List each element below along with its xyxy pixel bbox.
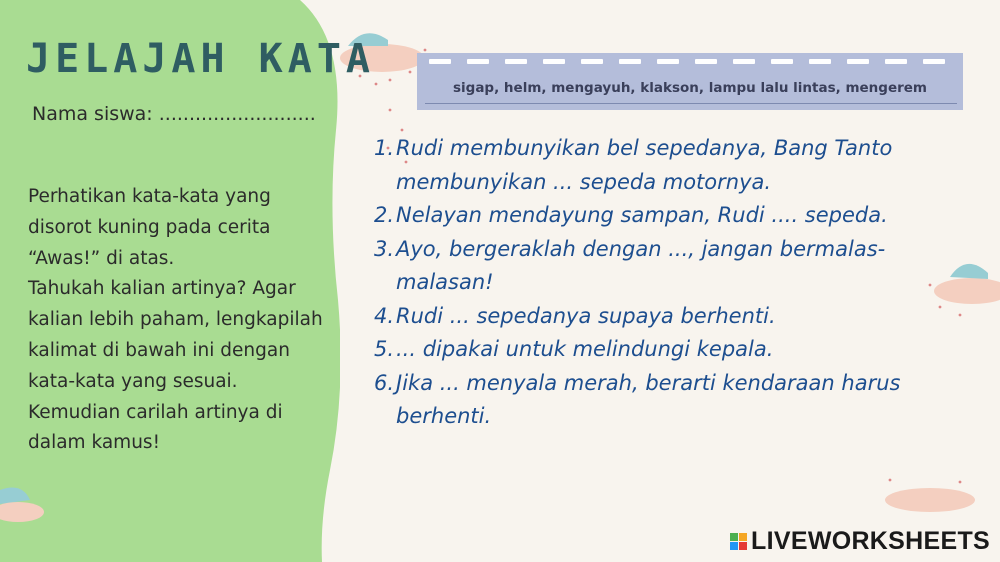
decorative-blob-bottom-right [870,470,980,520]
student-name-field[interactable]: Nama siswa: .......................... [32,103,316,125]
question-number: 1. [373,136,394,160]
question-text: Ayo, bergeraklah dengan ..., jangan bermalas-malasan! [396,236,886,294]
word-bank-box [417,53,963,110]
question-text: Nelayan mendayung sampan, Rudi .... sepeda. [396,203,888,227]
question-list [362,132,982,434]
brand-name: LIVEWORKSHEETS [751,527,990,555]
instruction-paragraph: Tahukah kalian artinya? Agar kalian lebih paham, lengkapilah kalimat di bawah ini dengan kata-kata yang sesuai. Kemudian carilah artinya di dalam kamus! [28,278,323,454]
question-text: ... dipakai untuk melindungi kepala. [396,337,774,361]
question-number: 5. [373,337,394,361]
question-number: 6. [373,370,394,395]
question-number: 3. [373,236,394,261]
question-item[interactable] [362,132,982,199]
instructions [28,182,328,459]
question-item[interactable] [362,367,982,434]
logo-blocks-icon [730,533,747,550]
question-item[interactable] [362,199,982,233]
word-bank-underline [425,103,957,104]
word-bank-dashes [429,59,945,64]
question-item[interactable] [362,300,982,334]
question-text: Rudi membunyikan bel sepedanya, Bang Tanto membunyikan ... sepeda motornya. [396,136,893,194]
decorative-blob-bottom-left [0,478,70,538]
instruction-paragraph: Perhatikan kata-kata yang disorot kuning pada cerita “Awas!” di atas. [28,186,271,269]
question-number: 4. [373,303,394,328]
question-number: 2. [373,203,394,227]
question-item[interactable] [362,333,982,367]
question-text: Jika ... menyala merah, berarti kendaraan harus berhenti. [396,370,901,428]
liveworksheets-logo[interactable] [730,527,990,556]
word-bank-text: sigap, helm, mengayuh, klakson, lampu lalu lintas, mengerem [453,80,927,96]
question-item[interactable] [362,233,982,300]
page-title: JELAJAH KATA [26,36,375,82]
question-text: Rudi ... sepedanya supaya berhenti. [396,303,776,328]
